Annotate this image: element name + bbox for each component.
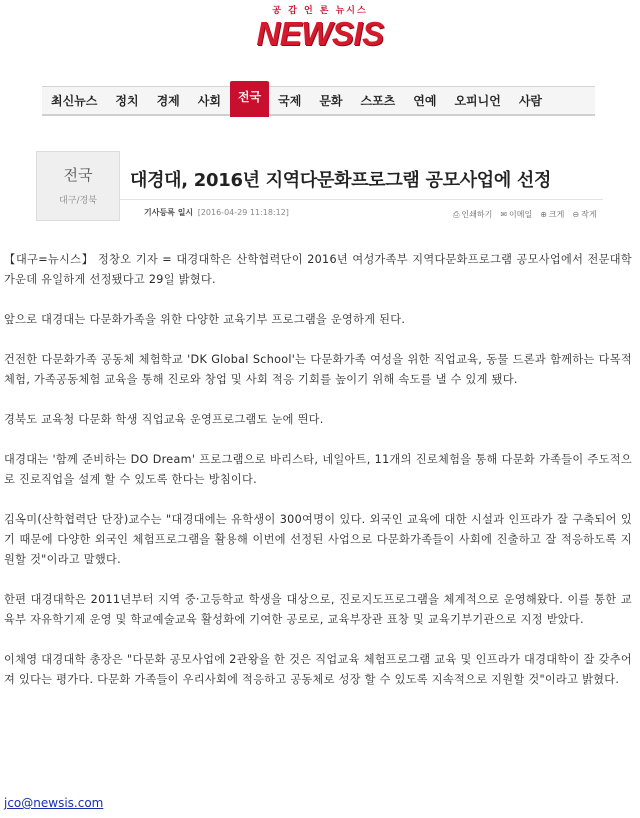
article-body bbox=[4, 250, 632, 710]
print-button[interactable] bbox=[453, 209, 492, 220]
section-subname: 대구/경북 bbox=[59, 196, 97, 206]
logo-tagline: 공 감 언 론 뉴시스 bbox=[272, 6, 368, 16]
nav-item-sports[interactable]: 스포츠 bbox=[360, 93, 396, 108]
nav-item-entertainment[interactable]: 연예 bbox=[413, 93, 437, 108]
nav-item-people[interactable]: 사람 bbox=[518, 93, 543, 108]
section-badge bbox=[36, 151, 120, 221]
section-name: 전국 bbox=[63, 166, 93, 184]
zoom-out-icon: ⊖ bbox=[572, 210, 580, 219]
logo-wordmark: NEWSIS bbox=[256, 15, 384, 52]
meta-date: [2016-04-29 11:18:12] bbox=[197, 208, 289, 217]
article-title: 대경대, 2016년 지역다문화프로그램 공모사업에 선정 bbox=[130, 170, 552, 191]
font-larger-label: 크게 bbox=[548, 210, 565, 219]
mail-icon: ✉ bbox=[500, 210, 508, 219]
site-logo[interactable] bbox=[0, 6, 640, 51]
title-divider bbox=[120, 199, 603, 200]
paragraph: 【대구=뉴시스】 정창오 기자 = 대경대학은 산학협력단이 2016년 여성가족부 지역다문화프로그램 공모사업에서 전문대학 가운데 유일하게 선정됐다고 29일 밝혔다. bbox=[4, 253, 632, 286]
nav-item-latest[interactable]: 최신뉴스 bbox=[51, 93, 98, 108]
email-button[interactable] bbox=[500, 209, 532, 220]
paragraph: 건전한 다문화가족 공동체 체험학교 'DK Global School'는 다문화가족 여성을 위한 직업교육, 동물 드론과 함께하는 다목적 체험, 가족공동체험 교육을 통해 진로와 창업 및 사회 적응 기회를 높이기 위해 속도를 낼 수 있게 됐다. bbox=[4, 353, 632, 386]
nav-item-economy[interactable]: 경제 bbox=[156, 93, 180, 108]
nav-item-politics[interactable]: 정치 bbox=[115, 93, 139, 108]
paragraph: 김옥미(산학협력단 단장)교수는 "대경대에는 유학생이 300여명이 있다. 외국인 교육에 대한 시설과 인프라가 잘 구축되어 있기 때문에 다양한 외국인 체험프로그램을 활용해 이번에 선정된 사업으로 다문화가족들이 사회에 진출하고 잘 적응하도록 지원할 것"이라고 말했다. bbox=[4, 513, 632, 566]
main-nav bbox=[42, 86, 595, 116]
paragraph: 경북도 교육청 다문화 학생 직업교육 운영프로그램도 눈에 띈다. bbox=[4, 413, 324, 426]
font-smaller-label: 작게 bbox=[581, 210, 597, 219]
nav-item-society[interactable]: 사회 bbox=[197, 93, 221, 108]
paragraph: 이채영 대경대학 총장은 "다문화 공모사업에 2관왕을 한 것은 직업교육 체험프로그램 교육 및 인프라가 대경대학이 잘 갖추어져 있다는 평가다. 다문화 가족들이 우리사회에 적응하고 공동체로 성장 할 수 있도록 지속적으로 지원할 것"이라고 밝혔다. bbox=[4, 653, 632, 686]
font-smaller-button[interactable] bbox=[572, 209, 596, 220]
paragraph: 한편 대경대학은 2011년부터 지역 중·고등학교 학생을 대상으로, 진로지도프로그램을 체계적으로 운영해왔다. 이를 통한 교육부 자유학기제 운영 및 학교예술교육 활성화에 기여한 공로로, 교육부장관 표창 및 교육기부기관으로 지정 받았다. bbox=[4, 593, 632, 626]
article-meta bbox=[144, 207, 289, 218]
reporter-email-link[interactable]: jco@newsis.com bbox=[4, 796, 104, 810]
print-label: 인쇄하기 bbox=[461, 210, 493, 219]
email-label: 이메일 bbox=[509, 210, 533, 219]
article-tools bbox=[453, 209, 597, 220]
meta-label: 기사등록 일시 bbox=[144, 208, 194, 217]
nav-item-international[interactable]: 국제 bbox=[278, 93, 302, 108]
paragraph: 앞으로 대경대는 다문화가족을 위한 다양한 교육기부 프로그램을 운영하게 된다. bbox=[4, 313, 406, 326]
nav-item-opinion[interactable]: 오피니언 bbox=[454, 93, 501, 108]
nav-item-national[interactable]: 전국 bbox=[230, 81, 269, 117]
paragraph: 대경대는 '함께 준비하는 DO Dream' 프로그램으로 바리스타, 네일아트, 11개의 진로체험을 통해 다문화 가족들이 주도적으로 진로직업을 설계 할 수 있도록 한다는 방침이다. bbox=[4, 453, 632, 486]
font-larger-button[interactable] bbox=[540, 209, 564, 220]
nav-item-culture[interactable]: 문화 bbox=[319, 93, 343, 108]
zoom-in-icon: ⊕ bbox=[540, 210, 547, 219]
print-icon: ⎙ bbox=[453, 209, 460, 219]
